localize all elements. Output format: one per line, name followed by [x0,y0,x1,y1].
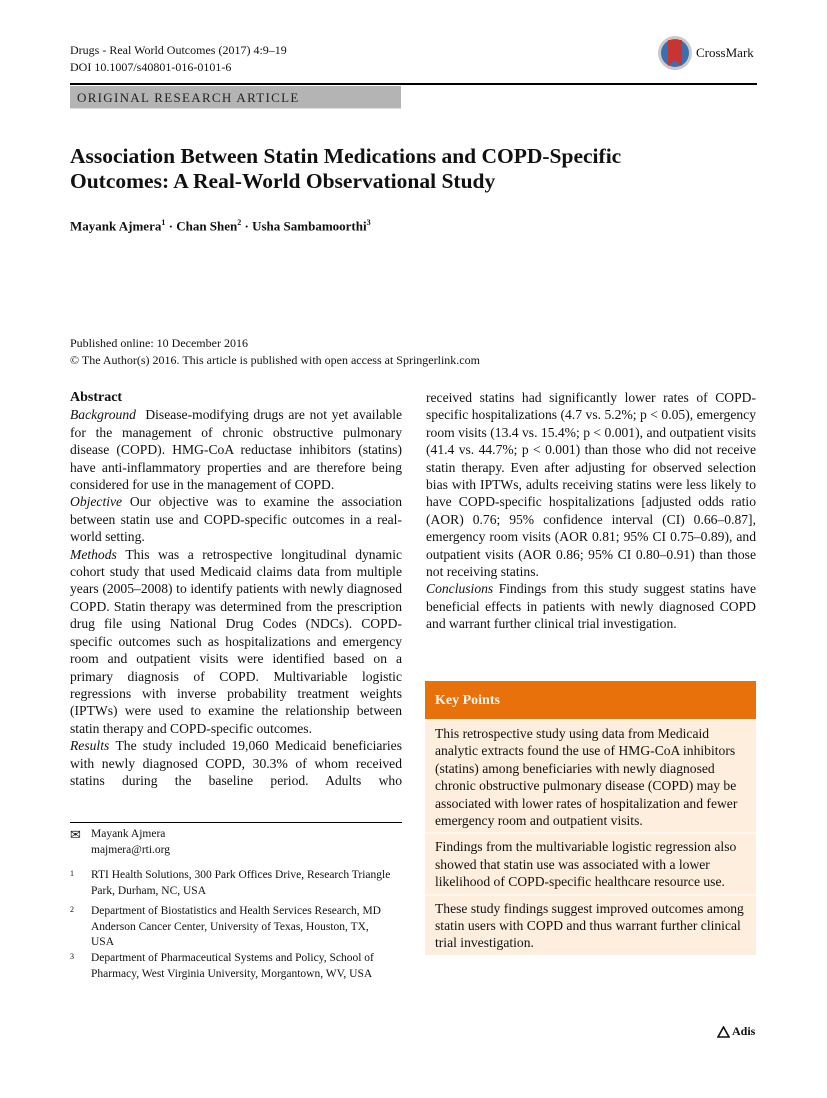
key-point: Findings from the multivariable logistic regression also showed that statin use was associated with a lower likelihood of COPD-specific healthcare resource use. [425,832,756,893]
affiliation-text: Department of Biostatistics and Health Services Research, MD Anderson Cancer Center, University of Texas, Houston, TX, USA [91,905,381,949]
affiliation-number: 1 [70,869,74,878]
adis-triangle-icon [717,1026,730,1038]
affiliation-3 [70,951,391,982]
publisher-logo [717,1024,755,1039]
crossmark-icon [657,34,693,72]
footnote-rule [70,822,402,823]
key-points-heading: Key Points [425,681,756,719]
doi[interactable]: DOI 10.1007/s40801-016-0101-6 [70,60,232,74]
crossmark-badge[interactable] [657,34,754,72]
affiliation-marker: 1 [161,218,166,227]
affiliation-text: RTI Health Solutions, 300 Park Offices Drive, Research Triangle Park, Durham, NC, USA [91,869,391,897]
journal-citation: Drugs - Real World Outcomes (2017) 4:9–19 [70,43,287,57]
abstract-left-column [70,389,402,789]
copyright: © The Author(s) 2016. This article is published with open access at Springerlink.com [70,352,480,367]
abstract-right-column [426,389,756,633]
affiliation-2 [70,904,391,951]
key-point: These study findings suggest improved outcomes among statin users with COPD and thus warrant further clinical trial investigation. [425,894,756,955]
affiliation-number: 3 [70,952,74,961]
affiliation-number: 2 [70,905,74,914]
correspondence [70,827,390,858]
crossmark-label: CrossMark [696,45,754,60]
publication-info [70,335,480,368]
author-list [70,218,371,234]
abstract-results-continued: received statins had significantly lower rates of COPD-specific hospitalizations (4.7 vs. 5.2%; p < 0.05), emergency room visits (13.4 vs. 15.4%; p < 0.001), and outpatient visits (41.4 vs. 44.7%; p < 0.001) than those who did not receive statin therapy. Even after adjusting for observed selection bias with IPTWs, adults receiving statins were less likely to have COPD-specific hospitalizations [adjusted odds ratio (AOR) 0.76; 95% confidence interval (CI) 0.66–0.87], emergency room visits (AOR 0.81; 95% CI 0.75–0.89), and outpatient visits (AOR 0.86; 95% CI 0.80–0.91) than those not receiving statins. [426,390,756,580]
article-type-banner: ORIGINAL RESEARCH ARTICLE [70,86,401,109]
author[interactable]: Mayank Ajmera [70,218,162,234]
affiliation-marker: 3 [366,218,371,227]
publisher-name: Adis [732,1024,756,1038]
published-date: Published online: 10 December 2016 [70,336,248,350]
abstract-heading: Abstract [70,390,123,405]
author-separator: · [165,218,177,234]
correspondence-email[interactable]: majmera@rti.org [91,843,171,856]
correspondence-name: Mayank Ajmera [91,828,166,840]
author[interactable]: Usha Sambamoorthi [252,218,367,234]
abstract-background: Background Disease-modifying drugs are not yet available for the management of chronic obstructive pulmonary disease (COPD). HMG-CoA reductase inhibitors (statins) have anti-inflammatory properties and are therefore being considered for use in the management of COPD. [70,407,402,493]
envelope-icon: ✉ [70,827,81,842]
affiliation-1 [70,868,391,899]
abstract-methods: Methods This was a retrospective longitudinal dynamic cohort study that used Medicaid claims data from multiple years (2005–2008) to identify patients with newly diagnosed COPD. Statin therapy was determined from the prescription drug file using National Drug Codes (NDCs). COPD-specific outcomes such as hospitalizations and emergency room and outpatient visits were identified based on a primary diagnosis of COPD. Multivariable logistic regressions with inverse probability treatment weights (IPTWs) were used to examine the relationship between statin therapy and COPD-specific outcomes. [70,546,402,736]
abstract-conclusions: Conclusions Findings from this study suggest statins have beneficial effects in patients with newly diagnosed COPD and warrant further clinical trial investigation. [426,581,756,632]
abstract-objective: Objective Our objective was to examine the association between statin use and COPD-specific outcomes in a real-world setting. [70,494,403,545]
key-points-box [425,681,756,955]
author-separator: · [241,218,253,234]
affiliation-text: Department of Pharmaceutical Systems and Policy, School of Pharmacy, West Virginia University, Morgantown, WV, USA [91,952,374,980]
header-rule [70,83,757,85]
author[interactable]: Chan Shen [176,218,238,234]
affiliation-marker: 2 [237,218,242,227]
article-title: Association Between Statin Medications and COPD-Specific Outcomes: A Real-World Observational Study [70,144,622,193]
key-point: This retrospective study using data from Medicaid analytic extracts found the use of HMG-CoA inhibitors (statins) among beneficiaries with newly diagnosed chronic obstructive pulmonary disease (COPD) may be associated with lower rates of hospitalization and fewer emergency room and outpatient visits. [425,719,756,832]
abstract-results: Results The study included 19,060 Medicaid beneficiaries with newly diagnosed COPD, 30.3% of whom received statins during the baseline period. Adults who [70,738,403,788]
